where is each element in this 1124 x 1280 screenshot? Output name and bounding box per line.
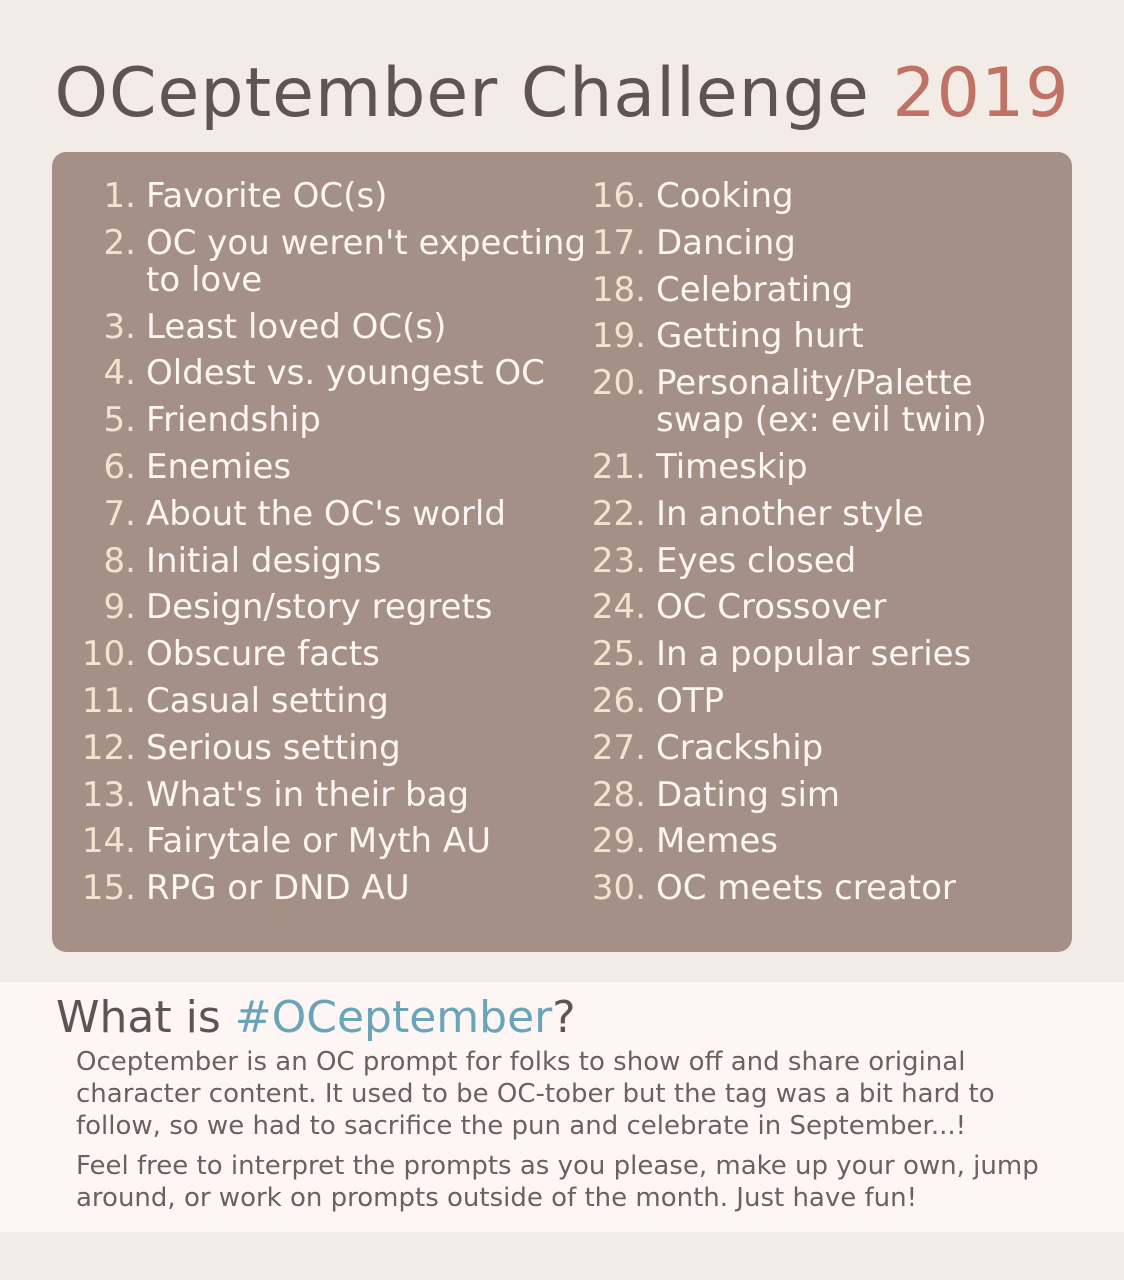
prompt-number: 4.	[103, 353, 136, 394]
prompt-number: 11.	[81, 680, 136, 721]
prompt-item	[586, 269, 1066, 310]
prompt-item	[76, 306, 596, 347]
title-main: OCeptember Challenge	[54, 54, 870, 133]
prompt-text: Enemies	[146, 446, 292, 487]
prompt-list-panel	[52, 152, 1072, 952]
prompt-number: 22.	[591, 493, 646, 534]
prompt-item	[76, 355, 596, 392]
prompt-number: 16.	[591, 176, 646, 216]
prompt-column-left	[76, 178, 596, 917]
prompt-number: 1.	[103, 176, 136, 216]
prompt-item	[76, 636, 596, 673]
prompt-item	[586, 318, 1066, 355]
prompt-number: 3.	[103, 306, 136, 347]
prompt-number: 15.	[81, 868, 136, 909]
prompt-number: 6.	[103, 446, 136, 487]
prompt-number: 23.	[591, 540, 646, 581]
hashtag-link[interactable]: #OCeptember	[234, 992, 553, 1043]
prompt-text: What's in their bag	[146, 774, 470, 815]
prompt-number: 14.	[81, 821, 136, 862]
prompt-column-right	[586, 178, 1066, 917]
prompt-item	[76, 589, 596, 626]
prompt-item	[76, 540, 596, 581]
prompt-item	[586, 823, 1066, 860]
prompt-text: OTP	[656, 680, 725, 721]
prompt-text: Eyes closed	[656, 540, 857, 581]
prompt-number: 12.	[81, 727, 136, 768]
prompt-item	[76, 402, 596, 439]
prompt-item	[586, 870, 1066, 907]
prompt-text: In a popular series	[656, 634, 972, 675]
prompt-number: 8.	[103, 540, 136, 581]
prompt-item	[586, 589, 1066, 626]
prompt-item	[586, 178, 1066, 215]
prompt-number: 17.	[591, 222, 646, 263]
prompt-text: Personality/Palette swap (ex: evil twin)	[656, 363, 987, 441]
prompt-number: 25.	[591, 634, 646, 675]
prompt-item	[586, 446, 1066, 487]
prompt-text: Dating sim	[656, 774, 841, 815]
info-heading-prefix: What is	[56, 992, 235, 1043]
prompt-text: OC Crossover	[656, 587, 887, 628]
prompt-text: In another style	[656, 493, 924, 534]
prompt-text: Oldest vs. youngest OC	[146, 353, 545, 394]
info-paragraph-2: Feel free to interpret the prompts as you please, make up your own, jump around, or work on prompts outside of the month. Just have fun!	[76, 1151, 1039, 1213]
prompt-number: 26.	[591, 680, 646, 721]
prompt-item	[76, 446, 596, 487]
info-heading-suffix: ?	[552, 992, 576, 1043]
title-year: 2019	[892, 54, 1070, 133]
prompt-item	[76, 493, 596, 534]
prompt-number: 5.	[103, 400, 136, 441]
prompt-text: Timeskip	[656, 446, 808, 487]
info-heading	[56, 990, 576, 1046]
prompt-number: 9.	[103, 587, 136, 628]
prompt-item	[586, 680, 1066, 721]
prompt-number: 18.	[591, 269, 646, 310]
prompt-text: OC you weren't expecting to love	[146, 222, 587, 300]
prompt-number: 24.	[591, 587, 646, 628]
prompt-number: 21.	[591, 446, 646, 487]
prompt-text: Getting hurt	[656, 316, 864, 357]
prompt-text: Least loved OC(s)	[146, 306, 447, 347]
prompt-number: 28.	[591, 774, 646, 815]
prompt-item	[76, 870, 596, 907]
prompt-text: Dancing	[656, 222, 796, 263]
prompt-number: 20.	[591, 363, 646, 404]
prompt-number: 10.	[81, 634, 136, 675]
prompt-text: Favorite OC(s)	[146, 176, 388, 216]
prompt-item	[76, 178, 596, 215]
prompt-text: Fairytale or Myth AU	[146, 821, 492, 862]
prompt-item	[586, 636, 1066, 673]
prompt-item	[586, 727, 1066, 768]
prompt-item	[586, 540, 1066, 581]
prompt-number: 29.	[591, 821, 646, 862]
prompt-text: Memes	[656, 821, 779, 862]
prompt-text: Crackship	[656, 727, 824, 768]
prompt-text: Casual setting	[146, 680, 389, 721]
prompt-text: Initial designs	[146, 540, 382, 581]
prompt-text: RPG or DND AU	[146, 868, 410, 909]
prompt-item	[76, 774, 596, 815]
prompt-number: 13.	[81, 774, 136, 815]
prompt-item	[586, 774, 1066, 815]
prompt-text: About the OC's world	[146, 493, 506, 534]
prompt-text: Design/story regrets	[146, 587, 493, 628]
prompt-item	[586, 222, 1066, 263]
prompt-text: Serious setting	[146, 727, 401, 768]
prompt-number: 30.	[591, 868, 646, 909]
page-title	[0, 50, 1124, 138]
info-section	[0, 982, 1124, 1232]
prompt-item	[586, 365, 1066, 439]
prompt-text: Cooking	[656, 176, 794, 216]
prompt-item	[76, 222, 596, 300]
prompt-item	[76, 727, 596, 768]
prompt-item	[76, 680, 596, 721]
prompt-number: 2.	[103, 222, 136, 263]
info-paragraph-1: Oceptember is an OC prompt for folks to show off and share original character content. It used to be OC-tober but the tag was a bit hard to follow, so we had to sacrifice the pun and celebrate in September...!	[76, 1047, 995, 1141]
prompt-text: Celebrating	[656, 269, 854, 310]
prompt-item	[76, 823, 596, 860]
prompt-number: 7.	[103, 493, 136, 534]
prompt-item	[586, 493, 1066, 534]
prompt-number: 19.	[591, 316, 646, 357]
prompt-number: 27.	[591, 727, 646, 768]
prompt-text: Obscure facts	[146, 634, 380, 675]
prompt-text: Friendship	[146, 400, 321, 441]
prompt-text: OC meets creator	[656, 868, 956, 909]
